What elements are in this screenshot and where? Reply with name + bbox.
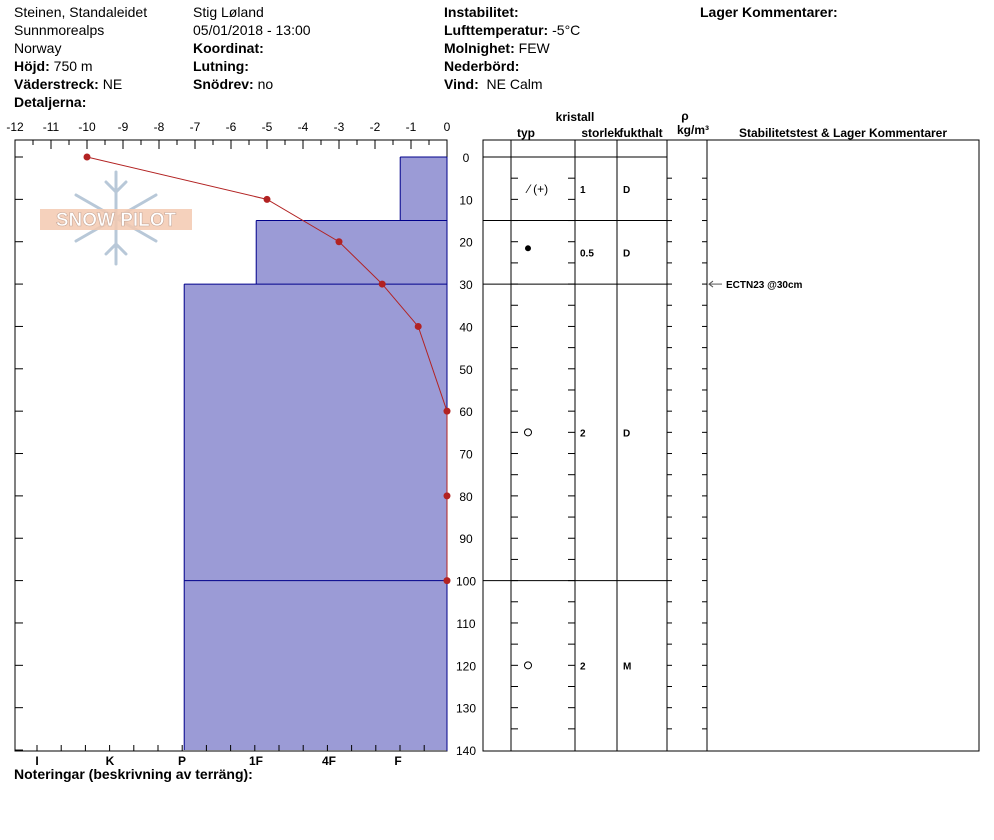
temperature-tick-label: -10: [78, 120, 96, 134]
col-header-moisture: fukthalt: [619, 126, 663, 140]
terrain-notes-label: Noteringar (beskrivning av terräng):: [14, 766, 253, 782]
hardness-label: P: [177, 754, 187, 768]
temperature-tick-label: -3: [333, 120, 345, 134]
col-header-density-unit: kg/m³: [676, 123, 710, 137]
depth-tick-label: 20: [459, 235, 473, 250]
cloud-cover: Molnighet: FEW: [444, 40, 550, 56]
coordinate: Koordinat:: [193, 40, 264, 56]
layer-table: [483, 109, 979, 751]
air-temperature: Lufttemperatur: -5°C: [444, 22, 581, 38]
depth-tick-label: 110: [456, 616, 476, 631]
temperature-tick-label: -6: [225, 120, 237, 134]
hardness-bar: [184, 284, 447, 581]
col-header-type: typ: [517, 126, 535, 140]
hardness-label: I: [35, 754, 39, 768]
temperature-tick-label: -4: [297, 120, 309, 134]
depth-tick-label: 0: [462, 151, 470, 165]
depth-tick-label: 10: [459, 193, 473, 208]
temperature-tick-label: -9: [117, 120, 129, 134]
details: Detaljerna:: [14, 94, 87, 110]
mountain-range: Sunnmorealps: [14, 22, 105, 38]
temperature-point: [415, 323, 422, 330]
hardness-label: K: [105, 754, 115, 768]
temperature-tick-label: -12: [6, 120, 24, 134]
temperature-point: [336, 238, 343, 245]
grain-size-value: 0.5: [580, 248, 594, 260]
location-name: Steinen, Standaleidet: [14, 4, 148, 20]
datetime: 05/01/2018 - 13:00: [193, 22, 311, 38]
depth-tick-label: 80: [459, 489, 473, 504]
temperature-point: [264, 196, 271, 203]
country: Norway: [14, 40, 62, 56]
temperature-tick-label: -11: [42, 120, 60, 134]
grain-size-value: 2: [580, 661, 586, 673]
moisture-value: M: [623, 661, 632, 673]
observer: Stig Løland: [193, 4, 264, 20]
grain-size-value: 1: [580, 184, 586, 196]
stability-test-label: ECTN23 @30cm: [726, 280, 803, 292]
depth-tick-label: 90: [459, 532, 473, 547]
temperature-tick-label: -7: [189, 120, 201, 134]
col-header-crystal: kristall: [555, 110, 595, 124]
depth-tick-label: 140: [455, 744, 477, 759]
precipitation: Nederbörd:: [444, 58, 520, 74]
hardness-bar: [184, 581, 447, 750]
temperature-tick-label: -8: [153, 120, 165, 134]
hardness-label: F: [394, 754, 402, 768]
snowpilot-watermark: [40, 172, 192, 264]
depth-tick-label: 60: [459, 405, 473, 420]
temperature-point: [84, 154, 91, 161]
temperature-tick-label: -5: [261, 120, 273, 134]
temperature-tick-label: -1: [405, 120, 417, 134]
moisture-value: D: [623, 184, 631, 196]
temperature-axis: [6, 120, 450, 149]
temperature-point: [444, 577, 451, 584]
grain-type-round-icon: [525, 662, 532, 669]
depth-tick-label: 50: [459, 362, 473, 377]
depth-tick-label: 30: [459, 278, 473, 293]
watermark-text: SNOW PILOT: [55, 210, 177, 231]
temperature-tick-label: -2: [369, 120, 381, 134]
hardness-bar: [400, 157, 447, 221]
hardness-bar: [256, 221, 447, 285]
temperature-point: [444, 492, 451, 499]
temperature-tick-label: 0: [443, 120, 451, 134]
depth-tick-label: 100: [455, 574, 477, 589]
col-header-density-symbol: ρ: [681, 109, 689, 123]
moisture-value: D: [623, 428, 631, 440]
depth-tick-label: 40: [459, 320, 473, 335]
layer-table-frame: [483, 140, 979, 751]
layer-comments-heading: Lager Kommentarer:: [700, 4, 838, 20]
hardness-bars: [184, 157, 447, 751]
snow-drift: Snödrev: no: [193, 76, 274, 92]
grain-type-solid-icon: [525, 245, 531, 251]
col-header-stability: Stabilitetstest & Lager Kommentarer: [738, 126, 948, 140]
hardness-label: 4F: [321, 754, 337, 768]
hardness-label: 1F: [248, 754, 264, 768]
slope: Lutning:: [193, 58, 249, 74]
depth-tick-label: 120: [455, 659, 477, 674]
instability: Instabilitet:: [444, 4, 519, 20]
depth-tick-label: 70: [459, 447, 473, 462]
grain-type-label: ⁄ (+): [527, 181, 549, 196]
wind: Vind: NE Calm: [444, 76, 543, 92]
col-header-size: storlek: [581, 126, 621, 140]
temperature-point: [379, 281, 386, 288]
aspect: Väderstreck: NE: [14, 76, 123, 92]
grain-size-value: 2: [580, 428, 586, 440]
moisture-value: D: [623, 248, 631, 260]
stability-tests: [709, 280, 803, 291]
grain-type-round-icon: [525, 429, 532, 436]
table-depth-ticks: [511, 178, 707, 729]
elevation: Höjd: 750 m: [14, 58, 93, 74]
temperature-point: [444, 408, 451, 415]
depth-tick-label: 130: [455, 701, 477, 716]
